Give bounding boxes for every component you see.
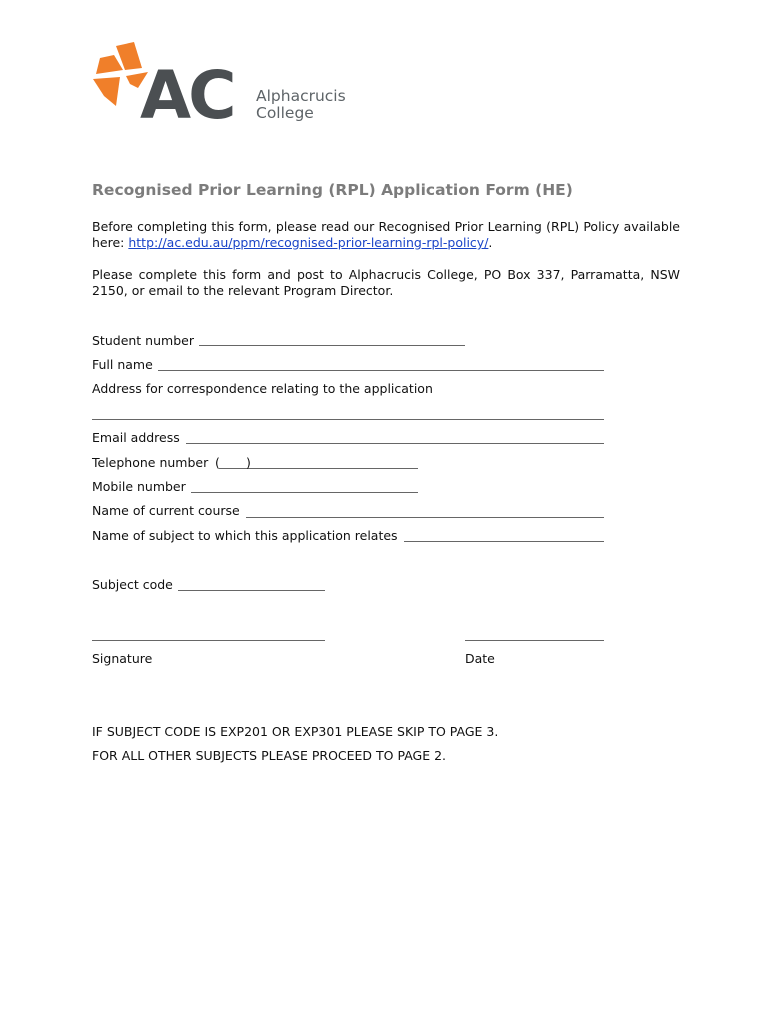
telephone-label: Telephone number	[92, 455, 209, 470]
full-name-field[interactable]	[158, 370, 604, 371]
intro-paragraph	[92, 219, 680, 251]
college-name-line2: College	[256, 104, 314, 122]
skip-notice: IF SUBJECT CODE IS EXP201 OR EXP301 PLEASE SKIP TO PAGE 3.	[92, 724, 499, 739]
subject-name-field[interactable]	[404, 541, 604, 542]
current-course-label: Name of current course	[92, 503, 240, 518]
intro-line-2	[92, 235, 680, 251]
mobile-label: Mobile number	[92, 479, 186, 494]
proceed-notice: FOR ALL OTHER SUBJECTS PLEASE PROCEED TO PAGE 2.	[92, 748, 447, 763]
full-name-label: Full name	[92, 357, 153, 372]
email-label: Email address	[92, 430, 180, 445]
student-number-label: Student number	[92, 333, 194, 348]
address-label: Address for correspondence relating to the application	[92, 381, 433, 396]
intro-line-1: Before completing this form, please read our Recognised Prior Learning (RPL) Policy available	[92, 219, 680, 234]
instructions-paragraph	[92, 267, 680, 299]
subject-code-field[interactable]	[178, 590, 325, 591]
date-label: Date	[465, 651, 495, 666]
subject-name-label: Name of subject to which this application relates	[92, 528, 398, 543]
intro-line-2-prefix: here:	[92, 235, 129, 250]
mobile-field[interactable]	[191, 492, 418, 493]
logo-letters: AC	[140, 57, 234, 126]
signature-field[interactable]	[92, 640, 325, 641]
instructions-line-2: 2150, or email to the relevant Program Director.	[92, 283, 394, 298]
college-name	[256, 88, 346, 122]
address-field[interactable]	[92, 419, 604, 420]
student-number-field[interactable]	[199, 345, 465, 346]
telephone-area-code-open: (	[215, 455, 220, 470]
instructions-line-1: Please complete this form and post to Alphacrucis College, PO Box 337, Parramatta, NSW	[92, 267, 680, 282]
current-course-field[interactable]	[246, 517, 604, 518]
subject-code-label: Subject code	[92, 577, 173, 592]
signature-label: Signature	[92, 651, 153, 666]
date-field[interactable]	[465, 640, 604, 641]
intro-line-2-suffix: .	[488, 235, 493, 250]
telephone-area-code-close: )	[246, 455, 251, 470]
form-title: Recognised Prior Learning (RPL) Application Form (HE)	[92, 181, 573, 199]
email-field[interactable]	[186, 443, 604, 444]
policy-link[interactable]: http://ac.edu.au/ppm/recognised-prior-learning-rpl-policy/	[128, 235, 489, 250]
college-name-line1: Alphacrucis	[256, 87, 346, 105]
